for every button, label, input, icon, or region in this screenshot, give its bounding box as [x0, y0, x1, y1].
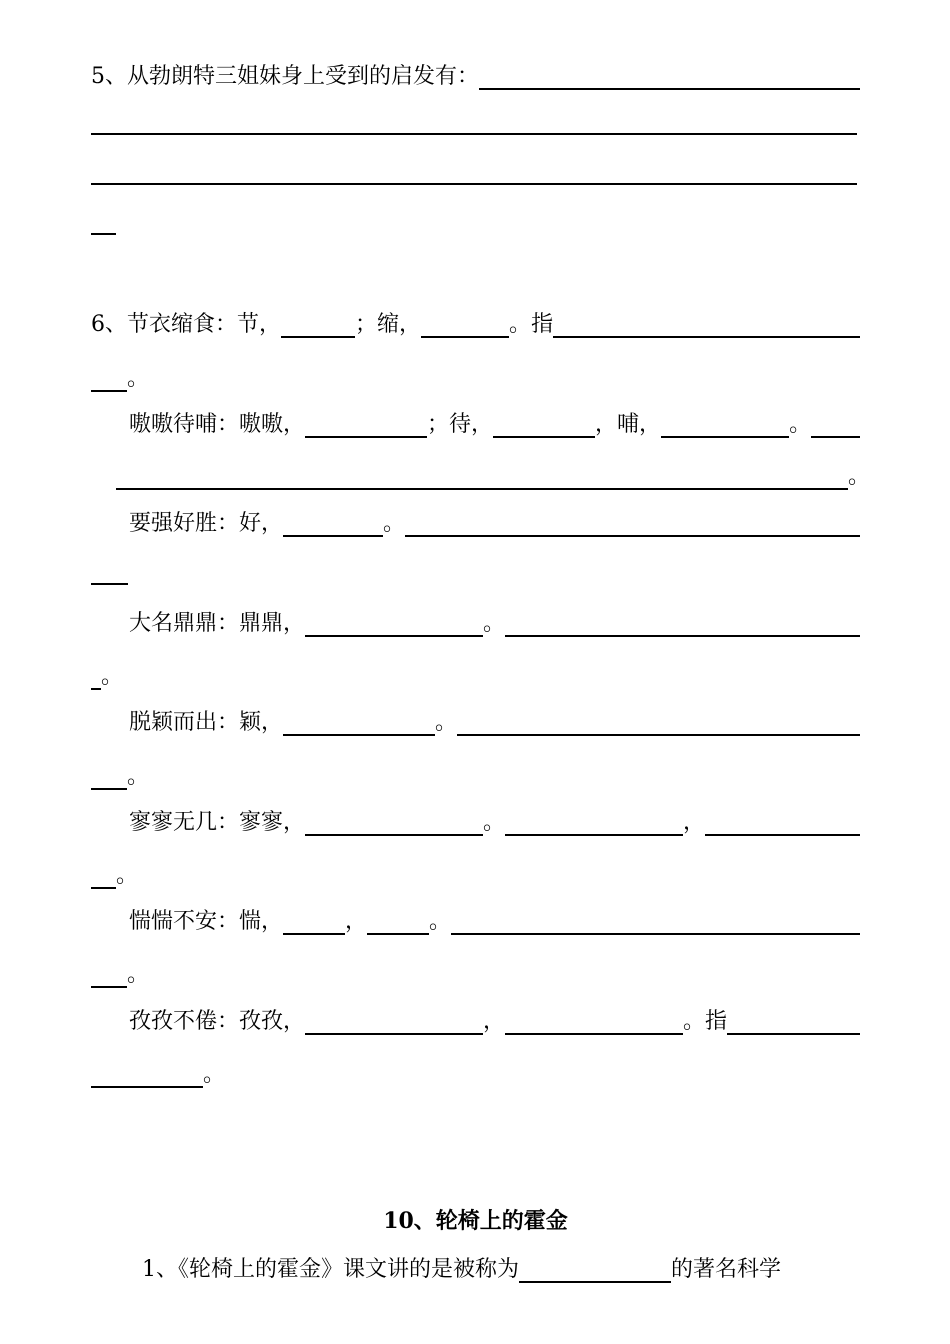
idiom-zizi-line — [129, 1007, 860, 1037]
q6-period: 。 — [127, 366, 150, 391]
q6-blank-jie[interactable] — [281, 312, 355, 338]
idiom-zhuizhui-line-2 — [91, 960, 291, 990]
q6-end1: 。 — [509, 312, 532, 337]
idiom-aoao-e: 。 — [847, 464, 870, 489]
idiom-liaoliao-a: 寥寥， — [239, 810, 306, 835]
idiom-tuoying-a: 颖， — [239, 710, 284, 735]
idiom-liaoliao-d: 。 — [116, 863, 139, 888]
idiom-daming-blank-3[interactable] — [91, 664, 101, 690]
idiom-tuoying-head: 脱颖而出： — [129, 710, 240, 735]
idiom-liaoliao-b: 。 — [483, 810, 506, 835]
lesson10-q1-pre: 1、《轮椅上的霍金》课文讲的是被称为 — [142, 1257, 519, 1282]
idiom-yaoqiang-blank-1[interactable] — [283, 511, 383, 537]
idiom-zizi-blank-3[interactable] — [727, 1009, 860, 1035]
idiom-zhuizhui-c: 。 — [429, 909, 452, 934]
idiom-aoao-blank-2[interactable] — [493, 412, 595, 438]
idiom-tuoying-c: 。 — [127, 764, 150, 789]
idiom-daming-head: 大名鼎鼎： — [129, 611, 240, 636]
lesson-10-title: 10、轮椅上的霍金 — [383, 1208, 568, 1234]
q6-line — [91, 310, 860, 340]
idiom-tuoying-blank-2[interactable] — [457, 710, 860, 736]
lesson10-q1-post: 的著名科学 — [671, 1257, 782, 1282]
idiom-tuoying-line-2 — [91, 762, 291, 792]
idiom-liaoliao-blank-1[interactable] — [305, 810, 483, 836]
q6-blank-suo[interactable] — [421, 312, 509, 338]
idiom-zizi-head: 孜孜不倦： — [129, 1009, 240, 1034]
q6-c2: 缩， — [377, 312, 422, 337]
idiom-liaoliao-blank-3[interactable] — [705, 810, 860, 836]
idiom-daming-line — [129, 609, 860, 639]
idiom-zhuizhui-head: 惴惴不安： — [129, 909, 240, 934]
idiom-liaoliao-head: 寥寥无几： — [129, 810, 240, 835]
idiom-zhuizhui-line — [129, 907, 860, 937]
idiom-aoao-blank-3[interactable] — [661, 412, 789, 438]
idiom-zhuizhui-b: ， — [345, 909, 368, 934]
idiom-daming-a: 鼎鼎， — [239, 611, 306, 636]
idiom-zizi-blank-2[interactable] — [505, 1009, 683, 1035]
q6-sep1: ； — [355, 312, 378, 337]
idiom-aoao-blank-1[interactable] — [305, 412, 427, 438]
idiom-zhuizhui-blank-4[interactable] — [91, 962, 127, 988]
idiom-yaoqiang-blank-3[interactable] — [91, 583, 128, 585]
q5-blank-1[interactable] — [479, 64, 860, 90]
idiom-tuoying-b: 。 — [435, 710, 458, 735]
lesson10-q1-line — [142, 1255, 860, 1285]
idiom-aoao-blank-5[interactable] — [116, 464, 848, 490]
q6-blank-meaning[interactable] — [553, 312, 860, 338]
idiom-daming-b: 。 — [483, 611, 506, 636]
idiom-zizi-blank-4[interactable] — [91, 1062, 203, 1088]
idiom-zizi-d: 。 — [203, 1062, 226, 1087]
idiom-daming-blank-2[interactable] — [505, 611, 860, 637]
q6-zhi: 指 — [531, 312, 554, 337]
q5-blank-3[interactable] — [91, 183, 857, 185]
idiom-yaoqiang-a: 好， — [239, 511, 284, 536]
idiom-zizi-c: 。指 — [683, 1009, 728, 1034]
idiom-yaoqiang-line — [129, 509, 860, 539]
idiom-yaoqiang-b: 。 — [383, 511, 406, 536]
idiom-yaoqiang-head: 要强好胜： — [129, 511, 240, 536]
idiom-zhuizhui-blank-1[interactable] — [283, 909, 345, 935]
idiom-aoao-blank-4[interactable] — [811, 412, 860, 438]
idiom-liaoliao-c: ， — [683, 810, 706, 835]
idiom-zizi-line-2 — [91, 1060, 391, 1090]
idiom-liaoliao-line-2 — [91, 861, 291, 891]
q6-line-2 — [91, 364, 391, 394]
idiom-tuoying-blank-3[interactable] — [91, 764, 127, 790]
idiom-aoao-b: ；待， — [427, 412, 494, 437]
idiom-aoao-a: 嗷嗷， — [239, 412, 306, 437]
idiom-tuoying-blank-1[interactable] — [283, 710, 435, 736]
idiom-aoao-head: 嗷嗷待哺： — [129, 412, 240, 437]
idiom-daming-blank-1[interactable] — [305, 611, 483, 637]
idiom-liaoliao-blank-2[interactable] — [505, 810, 683, 836]
idiom-zhuizhui-d: 。 — [127, 962, 150, 987]
idiom-zhuizhui-blank-2[interactable] — [367, 909, 429, 935]
idiom-zizi-blank-1[interactable] — [305, 1009, 483, 1035]
q5-blank-4[interactable] — [91, 233, 116, 235]
idiom-aoao-line — [129, 410, 860, 440]
q5-prompt: 5、从勃朗特三姐妹身上受到的启发有： — [91, 64, 479, 89]
q6-c1: 节， — [237, 312, 282, 337]
q6-blank-meaning-cont[interactable] — [91, 366, 127, 392]
q6-label: 6、节衣缩食： — [91, 312, 237, 337]
idiom-yaoqiang-blank-2[interactable] — [405, 511, 860, 537]
idiom-aoao-c: ，哺， — [595, 412, 662, 437]
lesson10-q1-blank[interactable] — [519, 1257, 671, 1283]
idiom-liaoliao-blank-4[interactable] — [91, 863, 116, 889]
idiom-zizi-b: ， — [483, 1009, 506, 1034]
idiom-liaoliao-line — [129, 808, 860, 838]
idiom-aoao-d: 。 — [789, 412, 812, 437]
idiom-daming-line-2 — [91, 662, 291, 692]
idiom-zhuizhui-a: 惴， — [239, 909, 284, 934]
idiom-aoao-line-2 — [116, 462, 870, 492]
idiom-daming-c: 。 — [101, 664, 124, 689]
q5-line — [91, 62, 860, 92]
idiom-tuoying-line — [129, 708, 860, 738]
idiom-zhuizhui-blank-3[interactable] — [451, 909, 860, 935]
q5-blank-2[interactable] — [91, 133, 857, 135]
idiom-zizi-a: 孜孜， — [239, 1009, 306, 1034]
